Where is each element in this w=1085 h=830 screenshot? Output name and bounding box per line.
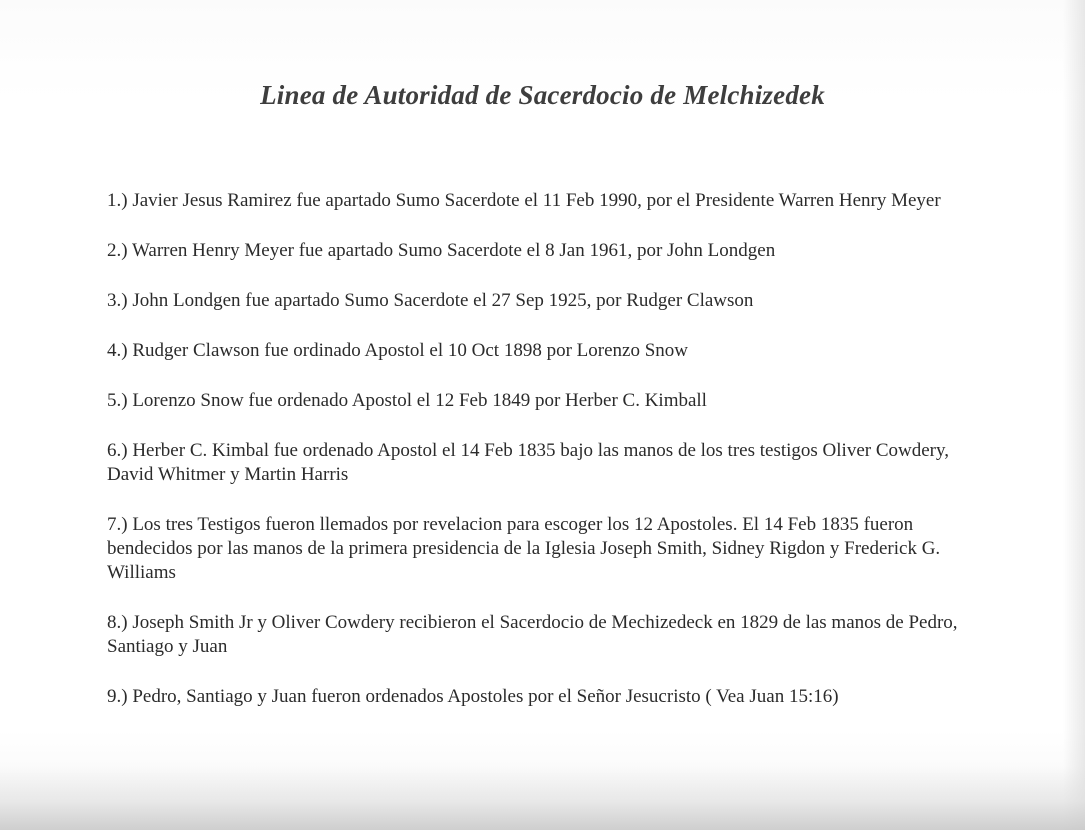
lineage-list bbox=[107, 189, 987, 735]
lineage-entry-9: 9.) Pedro, Santiago y Juan fueron ordenados Apostoles por el Señor Jesucristo ( Vea Juan 15:16) bbox=[107, 686, 839, 707]
page-fold-shadow bbox=[0, 766, 1085, 830]
lineage-entry-6: 6.) Herber C. Kimbal fue ordenado Apostol el 14 Feb 1835 bajo las manos de los tres testigos Oliver Cowdery, David Whitmer y Martin Harris bbox=[107, 440, 950, 485]
lineage-entry-8: 8.) Joseph Smith Jr y Oliver Cowdery recibieron el Sacerdocio de Mechizedeck en 1829 de las manos de Pedro, Santiago y Juan bbox=[107, 612, 958, 657]
lineage-entry-2: 2.) Warren Henry Meyer fue apartado Sumo Sacerdote el 8 Jan 1961, por John Londgen bbox=[107, 240, 776, 261]
lineage-entry-7: 7.) Los tres Testigos fueron llemados por revelacion para escoger los 12 Apostoles. El 14 Feb 1835 fueron bendecidos por las manos de la primera presidencia de la Iglesia Joseph Smith, Sidney Rigdon y Frederick G. Williams bbox=[107, 514, 941, 583]
lineage-entry-4: 4.) Rudger Clawson fue ordinado Apostol el 10 Oct 1898 por Lorenzo Snow bbox=[107, 340, 688, 361]
document-title: Linea de Autoridad de Sacerdocio de Melchizedek bbox=[260, 80, 825, 110]
page-edge-shadow bbox=[1063, 0, 1085, 830]
lineage-entry-3: 3.) John Londgen fue apartado Sumo Sacerdote el 27 Sep 1925, por Rudger Clawson bbox=[107, 290, 754, 311]
lineage-entry-1: 1.) Javier Jesus Ramirez fue apartado Sumo Sacerdote el 11 Feb 1990, por el Presidente Warren Henry Meyer bbox=[107, 190, 941, 211]
lineage-entry-5: 5.) Lorenzo Snow fue ordenado Apostol el 12 Feb 1849 por Herber C. Kimball bbox=[107, 390, 707, 411]
